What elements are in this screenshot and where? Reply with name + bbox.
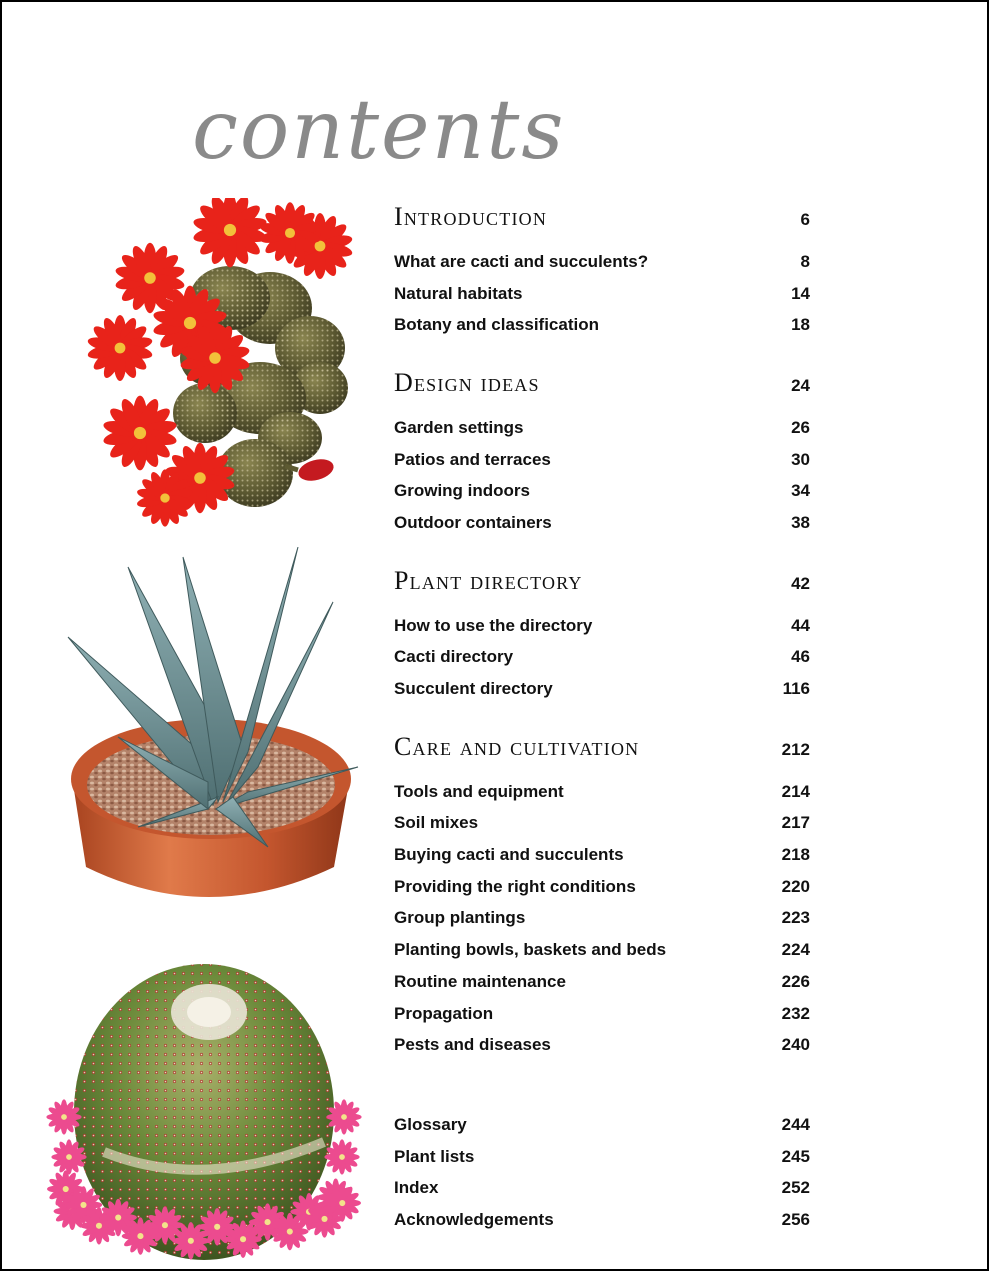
section-heading[interactable] <box>394 566 810 610</box>
entry-page-number: 224 <box>781 940 810 960</box>
toc-entry[interactable] <box>394 246 810 278</box>
section-spacer <box>394 341 810 368</box>
section-page-number: 24 <box>791 376 810 396</box>
entry-label: Pests and diseases <box>394 1035 551 1055</box>
agave-bowl-image <box>58 547 368 927</box>
entry-page-number: 217 <box>781 813 810 833</box>
entry-page-number: 18 <box>791 315 810 335</box>
entry-page-number: 232 <box>781 1003 810 1023</box>
flower-mark <box>102 396 178 471</box>
entry-page-number: 26 <box>791 417 810 437</box>
entry-page-number: 38 <box>791 512 810 532</box>
entry-page-number: 245 <box>781 1146 810 1166</box>
section-heading[interactable] <box>394 732 810 776</box>
toc-entry[interactable] <box>394 507 810 539</box>
entry-label: Natural habitats <box>394 283 523 303</box>
toc-entry[interactable] <box>394 871 810 903</box>
toc-entry[interactable] <box>394 642 810 674</box>
flowering-cactus-image <box>80 198 370 538</box>
entry-page-number: 244 <box>781 1114 810 1134</box>
entry-label: Group plantings <box>394 908 526 928</box>
page-title: contents <box>192 83 566 178</box>
section-spacer <box>394 539 810 566</box>
entry-page-number: 226 <box>781 971 810 991</box>
section-title: Care and cultivation <box>394 731 640 761</box>
toc-section <box>394 368 810 539</box>
section-heading[interactable] <box>394 202 810 246</box>
entry-page-number: 34 <box>791 481 810 501</box>
section-title: Plant directory <box>394 565 583 595</box>
entry-label: Soil mixes <box>394 813 479 833</box>
entry-label: Garden settings <box>394 417 524 437</box>
entry-label: Routine maintenance <box>394 971 566 991</box>
entry-page-number: 218 <box>781 845 810 865</box>
entry-label: How to use the directory <box>394 615 593 635</box>
section-title: Introduction <box>394 202 548 231</box>
section-title: Design ideas <box>394 368 540 398</box>
flower-mark <box>192 198 268 267</box>
entry-page-number: 44 <box>791 615 810 635</box>
entry-label: Growing indoors <box>394 481 530 501</box>
toc-entry[interactable] <box>394 998 810 1030</box>
toc-section <box>394 732 810 1061</box>
entry-label: Botany and classification <box>394 315 599 335</box>
entry-label: Acknowledgements <box>394 1209 554 1229</box>
section-page-number: 212 <box>781 739 810 759</box>
entry-page-number: 252 <box>781 1178 810 1198</box>
toc-entry[interactable] <box>394 776 810 808</box>
section-spacer <box>394 705 810 732</box>
entry-label: What are cacti and succulents? <box>394 251 649 271</box>
toc-entry[interactable] <box>394 966 810 998</box>
section-spacer <box>394 1061 810 1109</box>
entry-label: Planting bowls, baskets and beds <box>394 940 667 960</box>
toc-entry[interactable] <box>394 903 810 935</box>
section-heading[interactable] <box>394 368 810 412</box>
toc-entry[interactable] <box>394 444 810 476</box>
entry-page-number: 220 <box>781 876 810 896</box>
toc-entry[interactable] <box>394 1029 810 1061</box>
entry-page-number: 223 <box>781 908 810 928</box>
toc-entry[interactable] <box>394 1172 810 1204</box>
toc-entry[interactable] <box>394 839 810 871</box>
entry-label: Buying cacti and succulents <box>394 845 624 865</box>
toc-entry[interactable] <box>394 808 810 840</box>
entry-label: Glossary <box>394 1114 467 1134</box>
toc-entry[interactable] <box>394 1141 810 1173</box>
entry-label: Index <box>394 1178 439 1198</box>
entry-page-number: 30 <box>791 449 810 469</box>
entry-label: Succulent directory <box>394 679 553 699</box>
entry-page-number: 46 <box>791 647 810 667</box>
toc-section <box>394 202 810 341</box>
entry-page-number: 8 <box>800 251 810 271</box>
section-page-number: 6 <box>800 210 810 229</box>
toc-entry[interactable] <box>394 1204 810 1236</box>
table-of-contents <box>394 202 810 1236</box>
flower-mark <box>86 315 153 381</box>
toc-entry[interactable] <box>394 475 810 507</box>
entry-label: Providing the right conditions <box>394 876 636 896</box>
entry-label: Outdoor containers <box>394 512 552 532</box>
section-page-number: 42 <box>791 573 810 593</box>
toc-entry[interactable] <box>394 278 810 310</box>
entry-label: Propagation <box>394 1003 494 1023</box>
entry-page-number: 240 <box>781 1035 810 1055</box>
toc-entry[interactable] <box>394 309 810 341</box>
entry-label: Cacti directory <box>394 647 514 667</box>
entry-page-number: 14 <box>791 283 810 303</box>
entry-label: Plant lists <box>394 1146 475 1166</box>
entry-page-number: 256 <box>781 1209 810 1229</box>
toc-entry[interactable] <box>394 934 810 966</box>
entry-label: Tools and equipment <box>394 781 564 801</box>
entry-page-number: 116 <box>782 679 810 699</box>
toc-entry[interactable] <box>394 673 810 705</box>
entry-label: Patios and terraces <box>394 449 551 469</box>
toc-section <box>394 566 810 705</box>
toc-entry[interactable] <box>394 412 810 444</box>
toc-entry[interactable] <box>394 610 810 642</box>
entry-page-number: 214 <box>781 781 810 801</box>
toc-entry[interactable] <box>394 1109 810 1141</box>
globe-cactus-image <box>44 942 364 1264</box>
